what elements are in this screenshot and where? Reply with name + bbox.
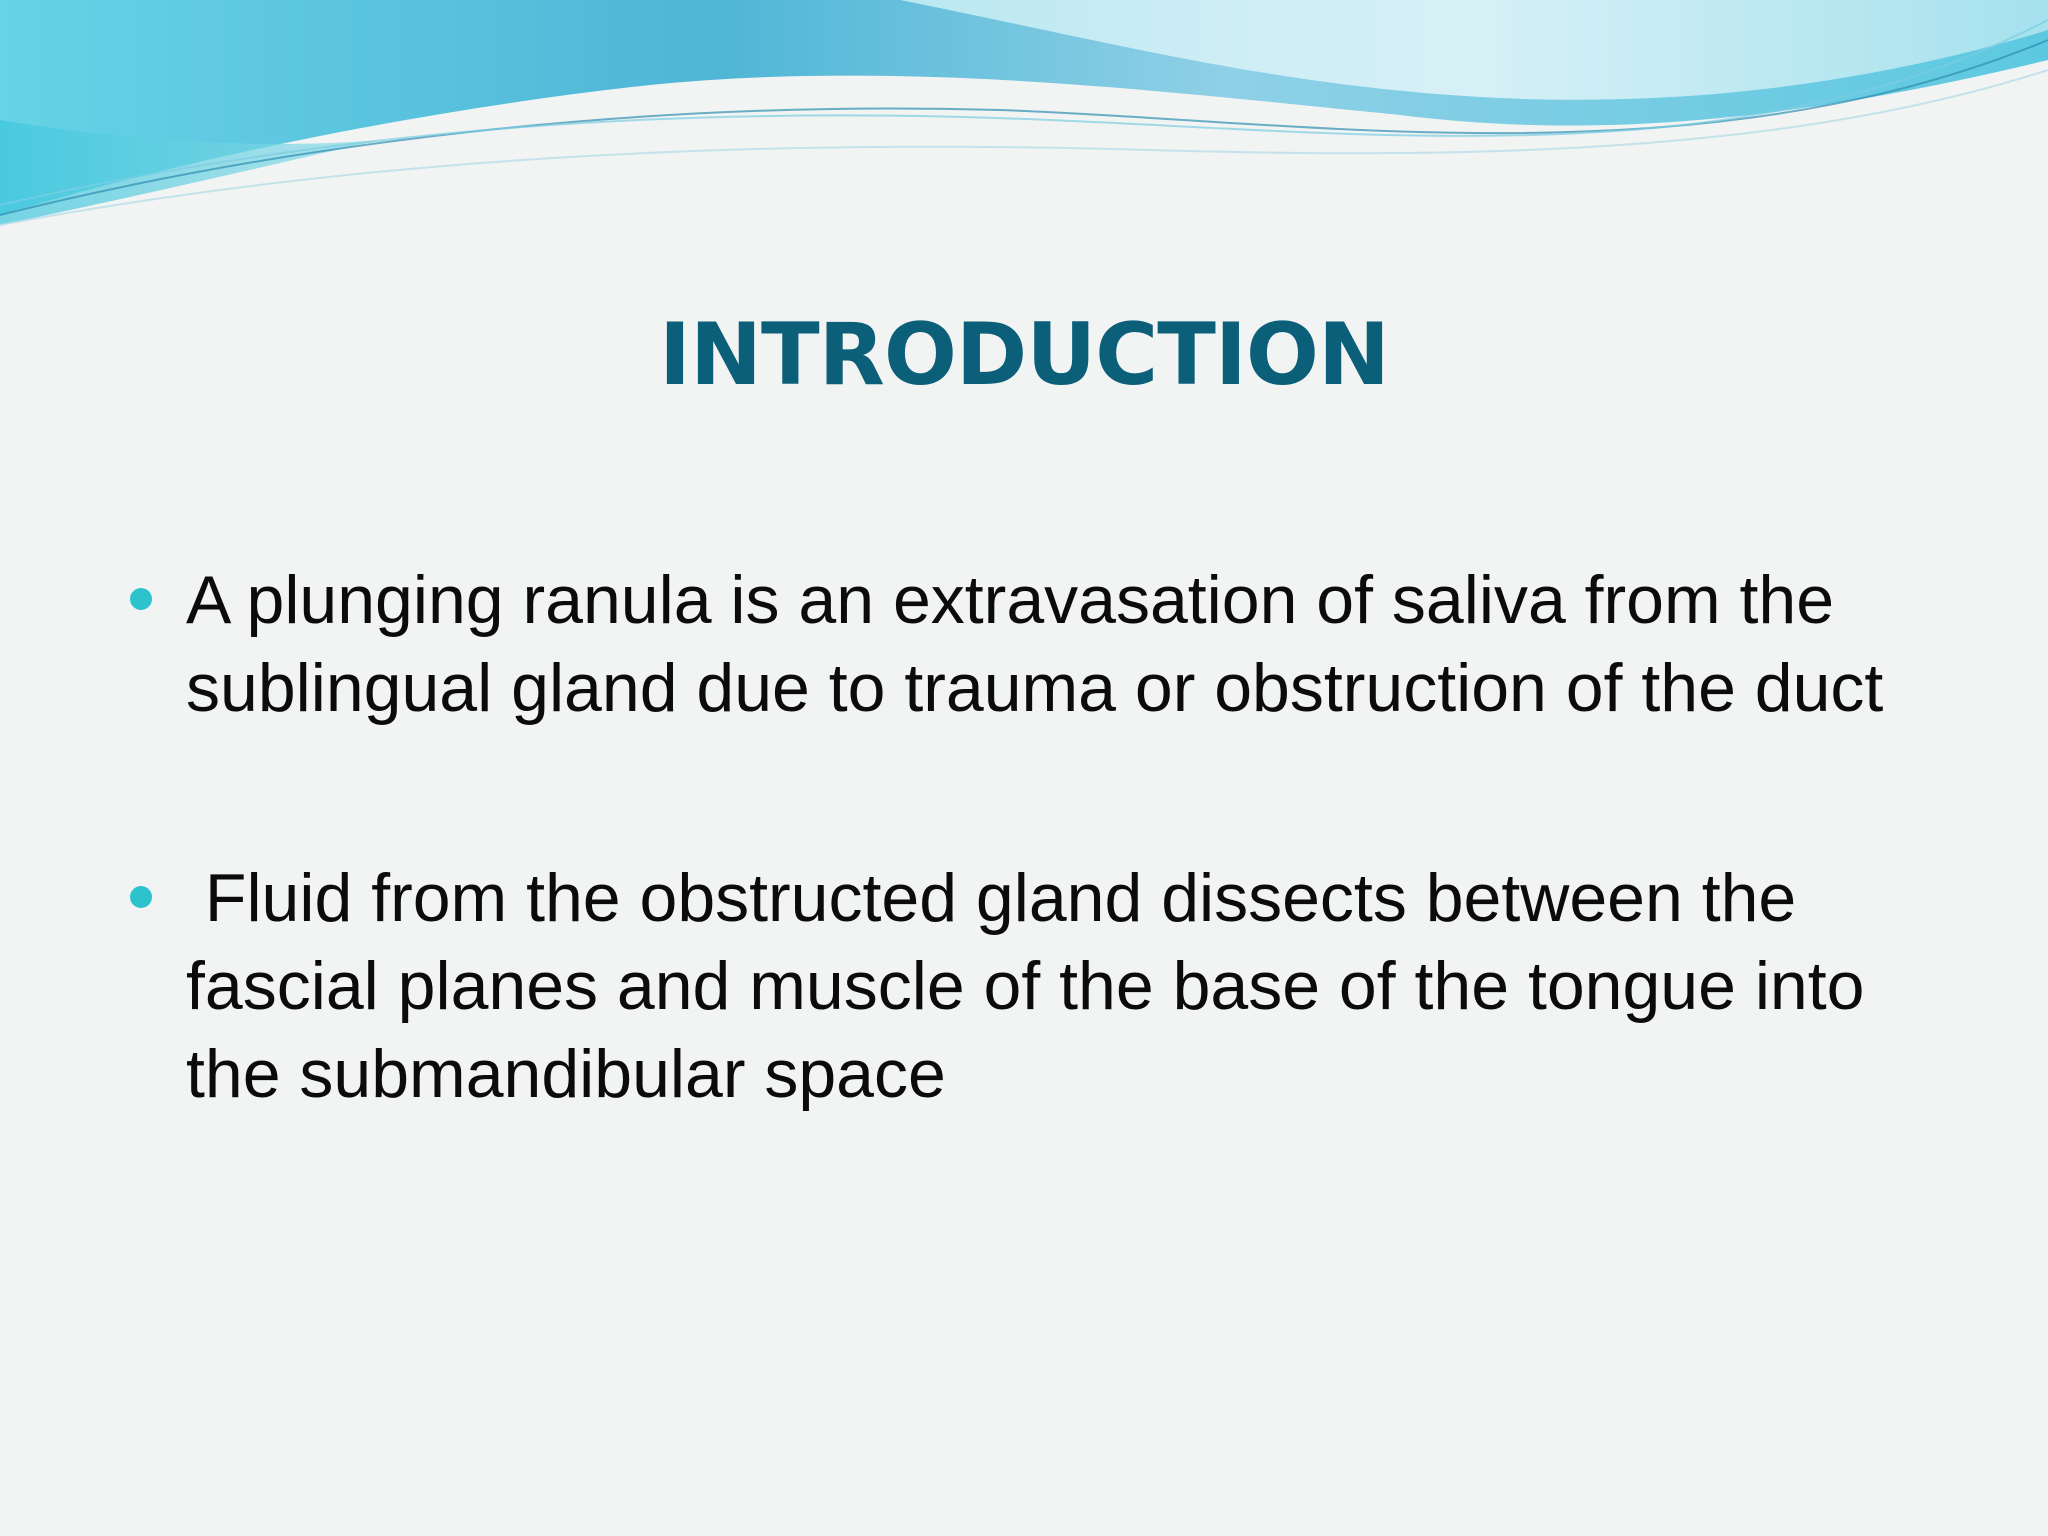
bullet-item <box>130 556 1930 732</box>
slide-title: INTRODUCTION <box>658 305 1390 405</box>
bullet-list <box>130 556 1930 1118</box>
bullet-text: Fluid from the obstructed gland dissects between the fascial planes and muscle of the base of the tongue into the submandibular space <box>186 860 1884 1112</box>
header-wave-decoration <box>0 0 2048 260</box>
bullet-dot-icon <box>130 886 152 908</box>
bullet-item <box>130 854 1930 1118</box>
bullet-text: A plunging ranula is an extravasation of saliva from the sublingual gland due to trauma or obstruction of the duct <box>186 562 1884 726</box>
bullet-dot-icon <box>130 588 152 610</box>
